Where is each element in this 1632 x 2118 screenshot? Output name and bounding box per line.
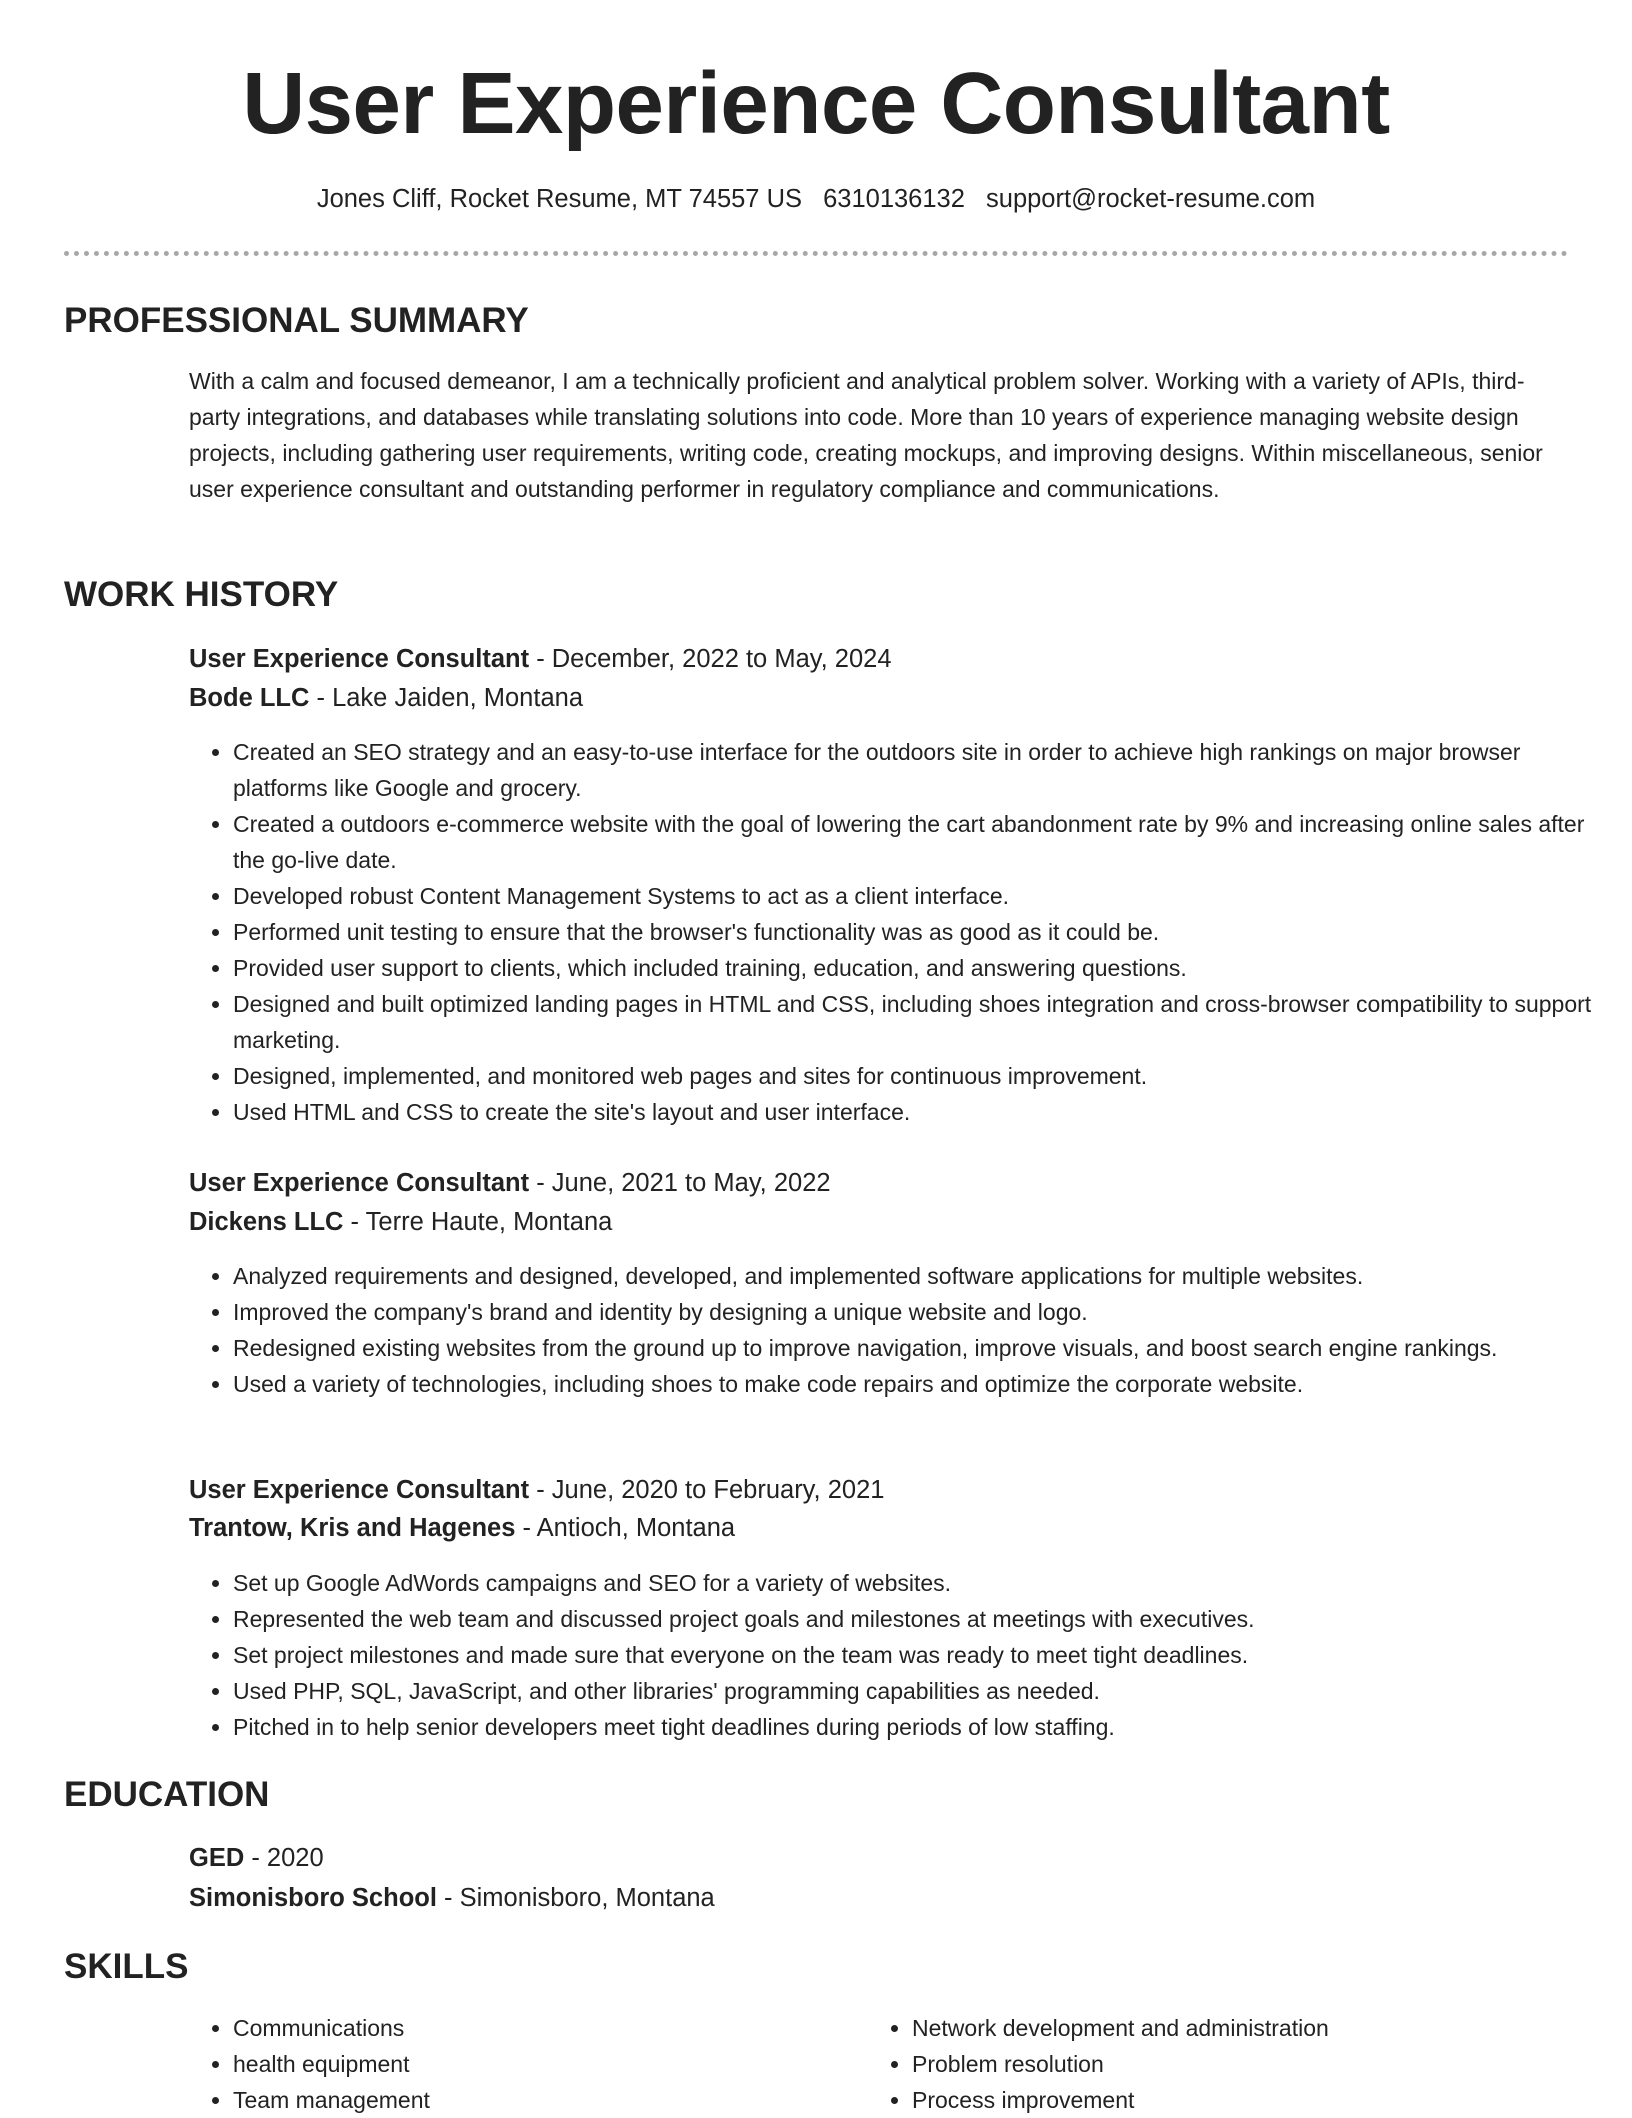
header-divider: [64, 251, 1568, 256]
job-dates: - June, 2020 to February, 2021: [529, 1476, 885, 1504]
contact-phone: 6310136132: [823, 185, 965, 213]
job-title-line: [189, 1166, 831, 1200]
education-location: - Simonisboro, Montana: [436, 1884, 715, 1912]
list-item: • Redesigned existing websites from the ground up to improve navigation, improve visuals, and boost search engine rankings.: [233, 1330, 1613, 1366]
job-location: - Lake Jaiden, Montana: [309, 684, 583, 712]
candidate-name: User Experience Consultant: [242, 55, 1390, 152]
section-heading-skills: SKILLS: [64, 1947, 189, 1986]
list-item: • Performed unit testing to ensure that the browser's functionality was as good as it could be.: [233, 914, 1613, 950]
skills-list-right: [868, 2010, 1329, 2118]
job-company: Trantow, Kris and Hagenes: [189, 1514, 516, 1542]
contact-info: [0, 182, 1632, 216]
list-item: • Used HTML and CSS to create the site's layout and user interface.: [233, 1094, 1613, 1130]
list-item: • Used a variety of technologies, including shoes to make code repairs and optimize the corporate website.: [233, 1366, 1613, 1402]
list-item: • Pitched in to help senior developers meet tight deadlines during periods of low staffing.: [233, 1709, 1613, 1745]
job-title-line: [189, 1473, 884, 1507]
contact-address: Jones Cliff, Rocket Resume, MT 74557 US: [316, 185, 802, 213]
summary-text: With a calm and focused demeanor, I am a technically proficient and analytical problem solver. Working with a variety of APIs, third-party integrations, and databases while translating solutions into code. More than 10 years of experience managing website design projects, including gathering user requirements, writing code, creating mockups, and improving designs. Within miscellaneous, senior user experience consultant and outstanding performer in regulatory compliance and communications.: [189, 368, 1543, 502]
list-item: • Used PHP, SQL, JavaScript, and other libraries' programming capabilities as needed.: [233, 1673, 1613, 1709]
job-company-line: [189, 681, 583, 715]
list-item: • Set up Google AdWords campaigns and SEO for a variety of websites.: [233, 1565, 1613, 1601]
section-heading-education: EDUCATION: [64, 1775, 270, 1814]
education-school-line: [189, 1881, 715, 1915]
skill-item: • Process improvement: [912, 2082, 1329, 2118]
skill-item: • Network development and administration: [912, 2010, 1329, 2046]
list-item: • Improved the company's brand and identity by designing a unique website and logo.: [233, 1294, 1613, 1330]
list-item: • Created a outdoors e-commerce website with the goal of lowering the cart abandonment rate by 9% and increasing online sales after the go-live date.: [233, 806, 1613, 878]
skill-item: • health equipment: [233, 2046, 430, 2082]
list-item: • Created an SEO strategy and an easy-to-use interface for the outdoors site in order to achieve high rankings on major browser platforms like Google and grocery.: [233, 734, 1613, 806]
job-company: Dickens LLC: [189, 1208, 344, 1236]
job-title-line: [189, 642, 892, 676]
list-item: • Designed and built optimized landing pages in HTML and CSS, including shoes integration and cross-browser compatibility to support marketing.: [233, 986, 1613, 1058]
list-item: • Provided user support to clients, which included training, education, and answering questions.: [233, 950, 1613, 986]
list-item: • Set project milestones and made sure that everyone on the team was ready to meet tight deadlines.: [233, 1637, 1613, 1673]
education-degree-line: [189, 1841, 324, 1875]
job-bullets: [189, 1258, 1613, 1402]
job-company-line: [189, 1511, 735, 1545]
list-item: • Developed robust Content Management Systems to act as a client interface.: [233, 878, 1613, 914]
contact-email: support@rocket-resume.com: [986, 185, 1316, 213]
list-item: • Analyzed requirements and designed, developed, and implemented software applications for multiple websites.: [233, 1258, 1613, 1294]
job-location: - Antioch, Montana: [515, 1514, 736, 1542]
section-heading-summary: PROFESSIONAL SUMMARY: [64, 301, 529, 340]
education-year: - 2020: [244, 1844, 324, 1872]
job-dates: - June, 2021 to May, 2022: [529, 1169, 831, 1197]
job-title: User Experience Consultant: [189, 1476, 530, 1504]
education-degree: GED: [189, 1844, 245, 1872]
skill-item: • Team management: [233, 2082, 430, 2118]
job-location: - Terre Haute, Montana: [343, 1208, 613, 1236]
skill-item: • Communications: [233, 2010, 430, 2046]
job-bullets: [189, 1565, 1613, 1745]
education-school: Simonisboro School: [189, 1884, 437, 1912]
job-dates: - December, 2022 to May, 2024: [529, 645, 892, 673]
job-title: User Experience Consultant: [189, 1169, 530, 1197]
job-company-line: [189, 1205, 612, 1239]
list-item: • Designed, implemented, and monitored web pages and sites for continuous improvement.: [233, 1058, 1613, 1094]
job-bullets: [189, 734, 1613, 1130]
list-item: • Represented the web team and discussed project goals and milestones at meetings with executives.: [233, 1601, 1613, 1637]
section-heading-work-history: WORK HISTORY: [64, 575, 339, 614]
job-title: User Experience Consultant: [189, 645, 530, 673]
skills-list-left: [189, 2010, 430, 2118]
skill-item: • Problem resolution: [912, 2046, 1329, 2082]
job-company: Bode LLC: [189, 684, 310, 712]
